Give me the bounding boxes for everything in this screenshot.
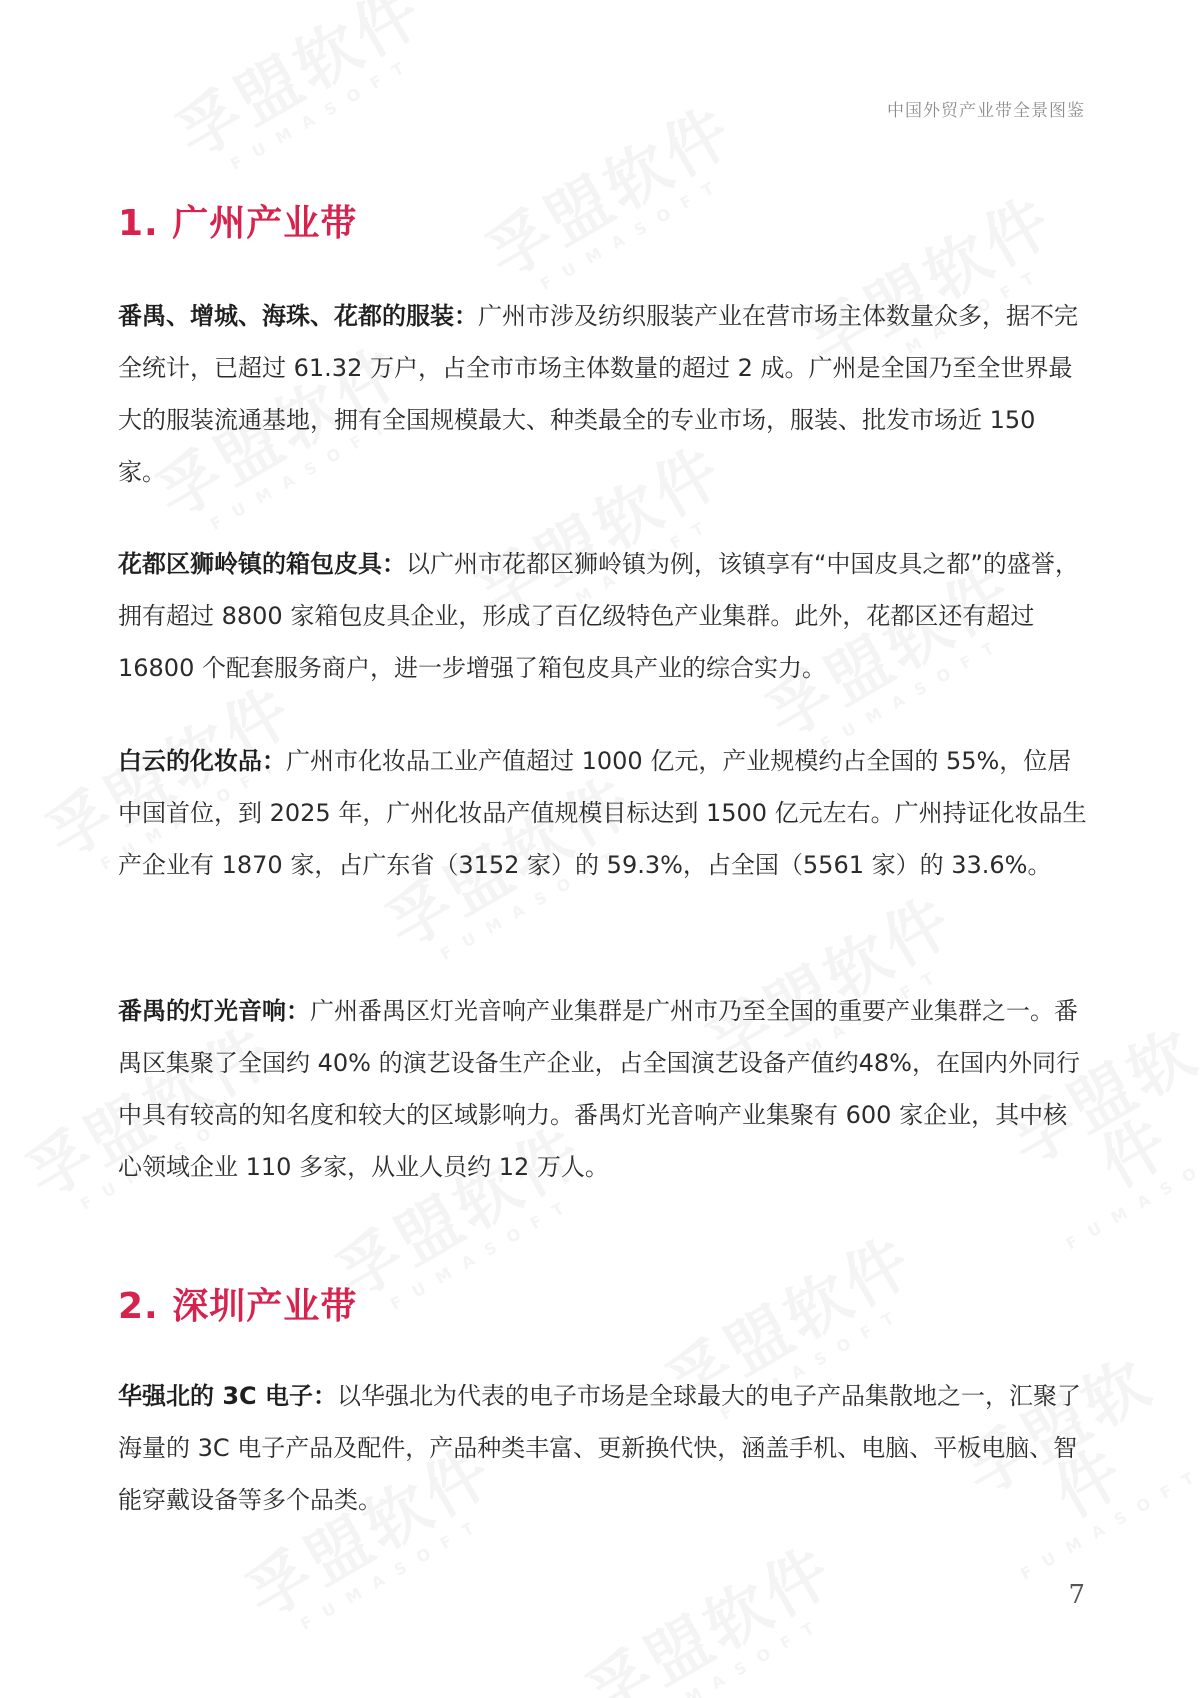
paragraph-body: 以华强北为代表的电子市场是全球最大的电子产品集散地之一，汇聚了海量的 3C 电子产品及配件，产品种类丰富、更新换代快，涵盖手机、电脑、平板电脑、智能穿戴设备等多个品类。 [118, 1382, 1082, 1514]
paragraph-shiling-leather [118, 538, 1090, 694]
page-number: 7 [1068, 1580, 1085, 1610]
watermark [577, 1538, 856, 1698]
paragraph-term: 花都区狮岭镇的箱包皮具： [118, 550, 406, 578]
watermark [477, 98, 756, 308]
paragraph-term: 番禺、增城、海珠、花都的服装： [118, 302, 478, 330]
paragraph-huaqiangbei-electronics [118, 1370, 1090, 1526]
paragraph-guangzhou-apparel [118, 290, 1090, 498]
paragraph-term: 白云的化妆品： [118, 747, 286, 775]
section-title-shenzhen: 2. 深圳产业带 [118, 1286, 358, 1327]
watermark [167, 0, 446, 188]
paragraph-term: 番禺的灯光音响： [118, 997, 310, 1025]
paragraph-body: 广州市涉及纺织服装产业在营市场主体数量众多，据不完全统计，已超过 61.32 万户，占全市市场主体数量的超过 2 成。广州是全国乃至全世界最大的服装流通基地，拥有全国规模最大、种类最全的专业市场，服装、批发市场近 150 家。 [118, 302, 1078, 486]
paragraph-body: 广州番禺区灯光音响产业集群是广州市乃至全国的重要产业集群之一。番禺区集聚了全国约 40% 的演艺设备生产企业，占全国演艺设备产值约48%，在国内外同行中具有较高的知名度和较大的区域影响力。番禺灯光音响产业集聚有 600 家企业，其中核心领域企业 110 多家，从业人员约 12 万人。 [118, 997, 1080, 1181]
paragraph-body: 广州市化妆品工业产值超过 1000 亿元，产业规模约占全国的 55%，位居中国首位，到 2025 年，广州化妆品产值规模目标达到 1500 亿元左右。广州持证化妆品生产企业有 1870 家，占广东省（3152 家）的 59.3%，占全国（5561 家）的 33.6%。 [118, 747, 1087, 879]
section-title-guangzhou: 1. 广州产业带 [118, 203, 358, 244]
paragraph-term: 华强北的 3C 电子： [118, 1382, 338, 1410]
paragraph-baiyun-cosmetics [118, 735, 1090, 891]
paragraph-body: 以广州市花都区狮岭镇为例，该镇享有“中国皮具之都”的盛誉，拥有超过 8800 家箱包皮具企业，形成了百亿级特色产业集群。此外，花都区还有超过 16800 个配套服务商户，进一步增强了箱包皮具产业的综合实力。 [118, 550, 1079, 682]
document-header: 中国外贸产业带全景图鉴 [887, 101, 1085, 121]
paragraph-panyu-lighting [118, 985, 1090, 1193]
